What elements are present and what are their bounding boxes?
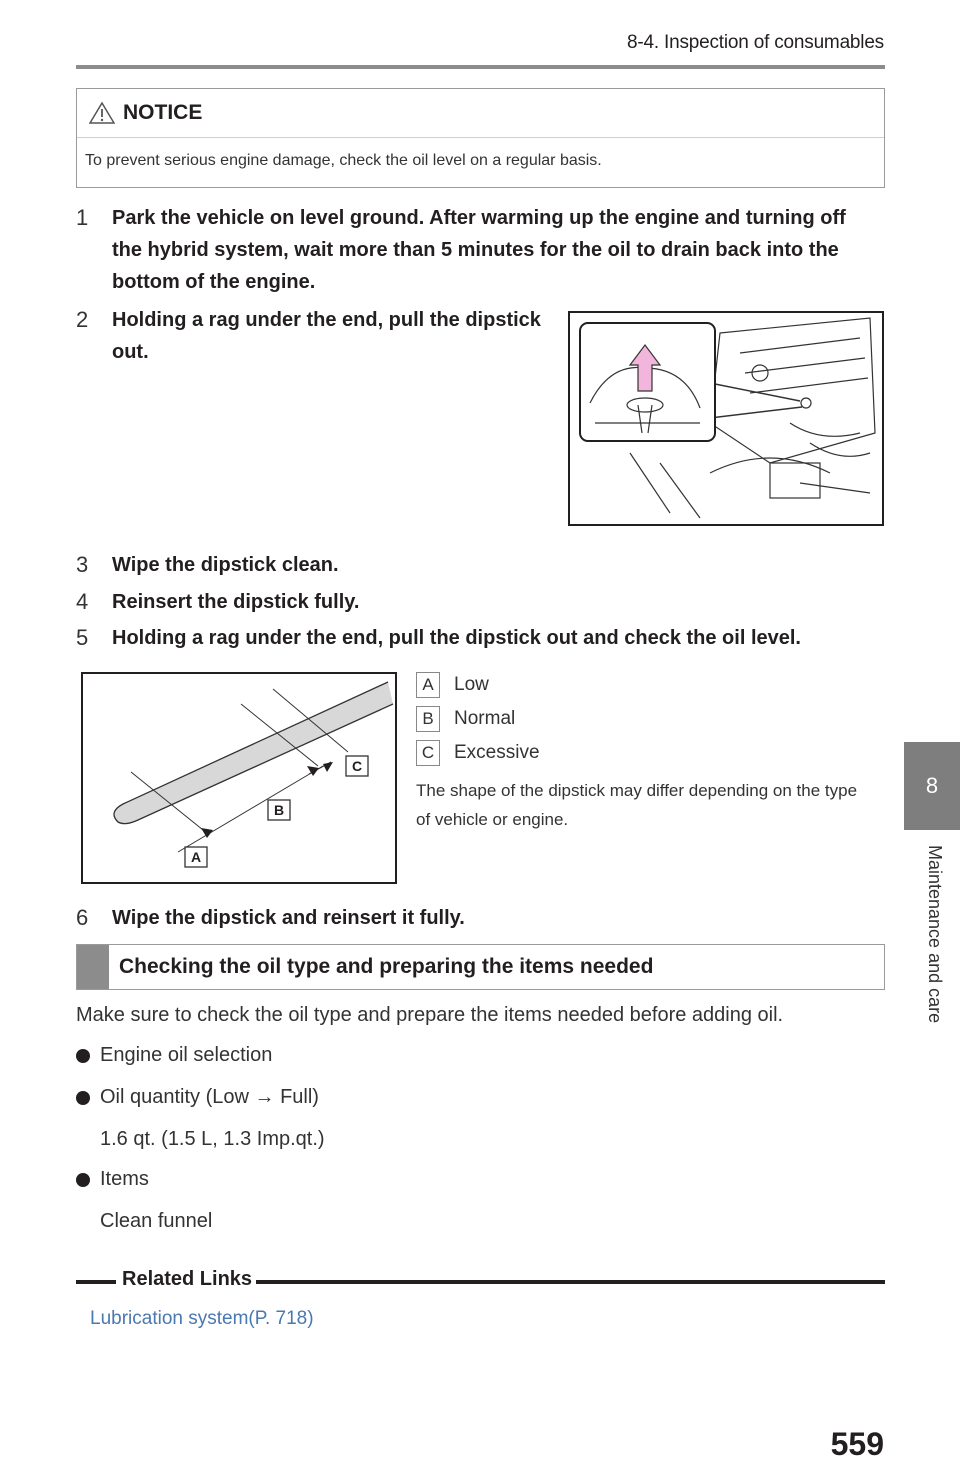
step-2: [76, 304, 556, 368]
bullet-dot: [76, 1173, 90, 1187]
related-rule-left: [76, 1280, 116, 1284]
step-text: Holding a rag under the end, pull the dipstick out.: [112, 309, 541, 363]
bullet-dot: [76, 1049, 90, 1063]
section-intro: Make sure to check the oil type and prepare the items needed before adding oil.: [76, 1004, 784, 1026]
chapter-label-text: Maintenance and care: [925, 845, 945, 1024]
engine-illustration: [568, 311, 884, 526]
step-text: Park the vehicle on level ground. After warming up the engine and turning off the hybrid system, wait more than 5 minutes for the oil to drain back into the bottom of the engine.: [112, 207, 846, 293]
related-rule-right: [248, 1280, 885, 1284]
dipstick-legend: [416, 670, 876, 834]
bullet-label: Items: [100, 1168, 149, 1190]
notice-title: NOTICE: [123, 101, 203, 124]
legend-note: The shape of the dipstick may differ depending on the type of vehicle or engine.: [416, 781, 858, 829]
section-heading: [76, 944, 885, 990]
bullet-item: [76, 1086, 319, 1109]
legend-item: [416, 670, 876, 700]
notice-box: [76, 88, 885, 188]
step-number: 2: [76, 307, 89, 332]
chapter-label: [905, 845, 960, 1045]
notice-text: To prevent serious engine damage, check the oil level on a regular basis.: [85, 152, 602, 169]
step-number: 1: [76, 205, 89, 230]
dipstick-drawing: [83, 674, 395, 882]
step-number: 6: [76, 905, 89, 930]
page-number: 559: [830, 1426, 884, 1462]
step-4: [76, 586, 876, 618]
step-1: [76, 202, 876, 298]
header-rule: [76, 65, 885, 69]
bullet-dot: [76, 1091, 90, 1105]
callout-c: C: [351, 758, 363, 774]
warning-icon: [89, 102, 115, 124]
bullet-item: [76, 1044, 272, 1067]
related-link[interactable]: Lubrication system(P. 718): [90, 1308, 314, 1329]
step-6: [76, 902, 876, 934]
running-header: 8-4. Inspection of consumables: [627, 32, 884, 53]
legend-item: [416, 704, 876, 734]
legend-key: C: [416, 740, 440, 766]
legend-key: A: [416, 672, 440, 698]
step-number: 4: [76, 589, 89, 614]
legend-item: [416, 738, 876, 768]
step-text: Reinsert the dipstick fully.: [112, 591, 360, 613]
related-heading: Related Links: [118, 1268, 256, 1291]
engine-drawing: [570, 313, 882, 524]
bullet-item: [76, 1168, 149, 1191]
notice-header: [77, 89, 884, 138]
bullet-detail: Clean funnel: [100, 1210, 213, 1232]
callout-b: B: [273, 802, 285, 818]
step-number: 5: [76, 625, 89, 650]
legend-label: Excessive: [454, 742, 540, 763]
step-3: [76, 549, 876, 581]
section-bar: [77, 945, 109, 989]
legend-label: Normal: [454, 708, 516, 729]
callout-a: A: [190, 849, 202, 865]
step-number: 3: [76, 552, 89, 577]
section-title: Checking the oil type and preparing the items needed: [119, 955, 654, 978]
step-text: Wipe the dipstick clean.: [112, 554, 339, 576]
legend-key: B: [416, 706, 440, 732]
bullet-detail: 1.6 qt. (1.5 L, 1.3 Imp.qt.): [100, 1128, 325, 1150]
step-5: [76, 622, 876, 654]
step-text: Wipe the dipstick and reinsert it fully.: [112, 907, 465, 929]
bullet-label: Engine oil selection: [100, 1044, 273, 1066]
step-text: Holding a rag under the end, pull the dipstick out and check the oil level.: [112, 627, 801, 649]
legend-label: Low: [454, 674, 489, 695]
dipstick-illustration: [81, 672, 397, 884]
bullet-label: Oil quantity (Low → Full): [100, 1086, 319, 1108]
chapter-tab[interactable]: 8: [904, 742, 960, 830]
